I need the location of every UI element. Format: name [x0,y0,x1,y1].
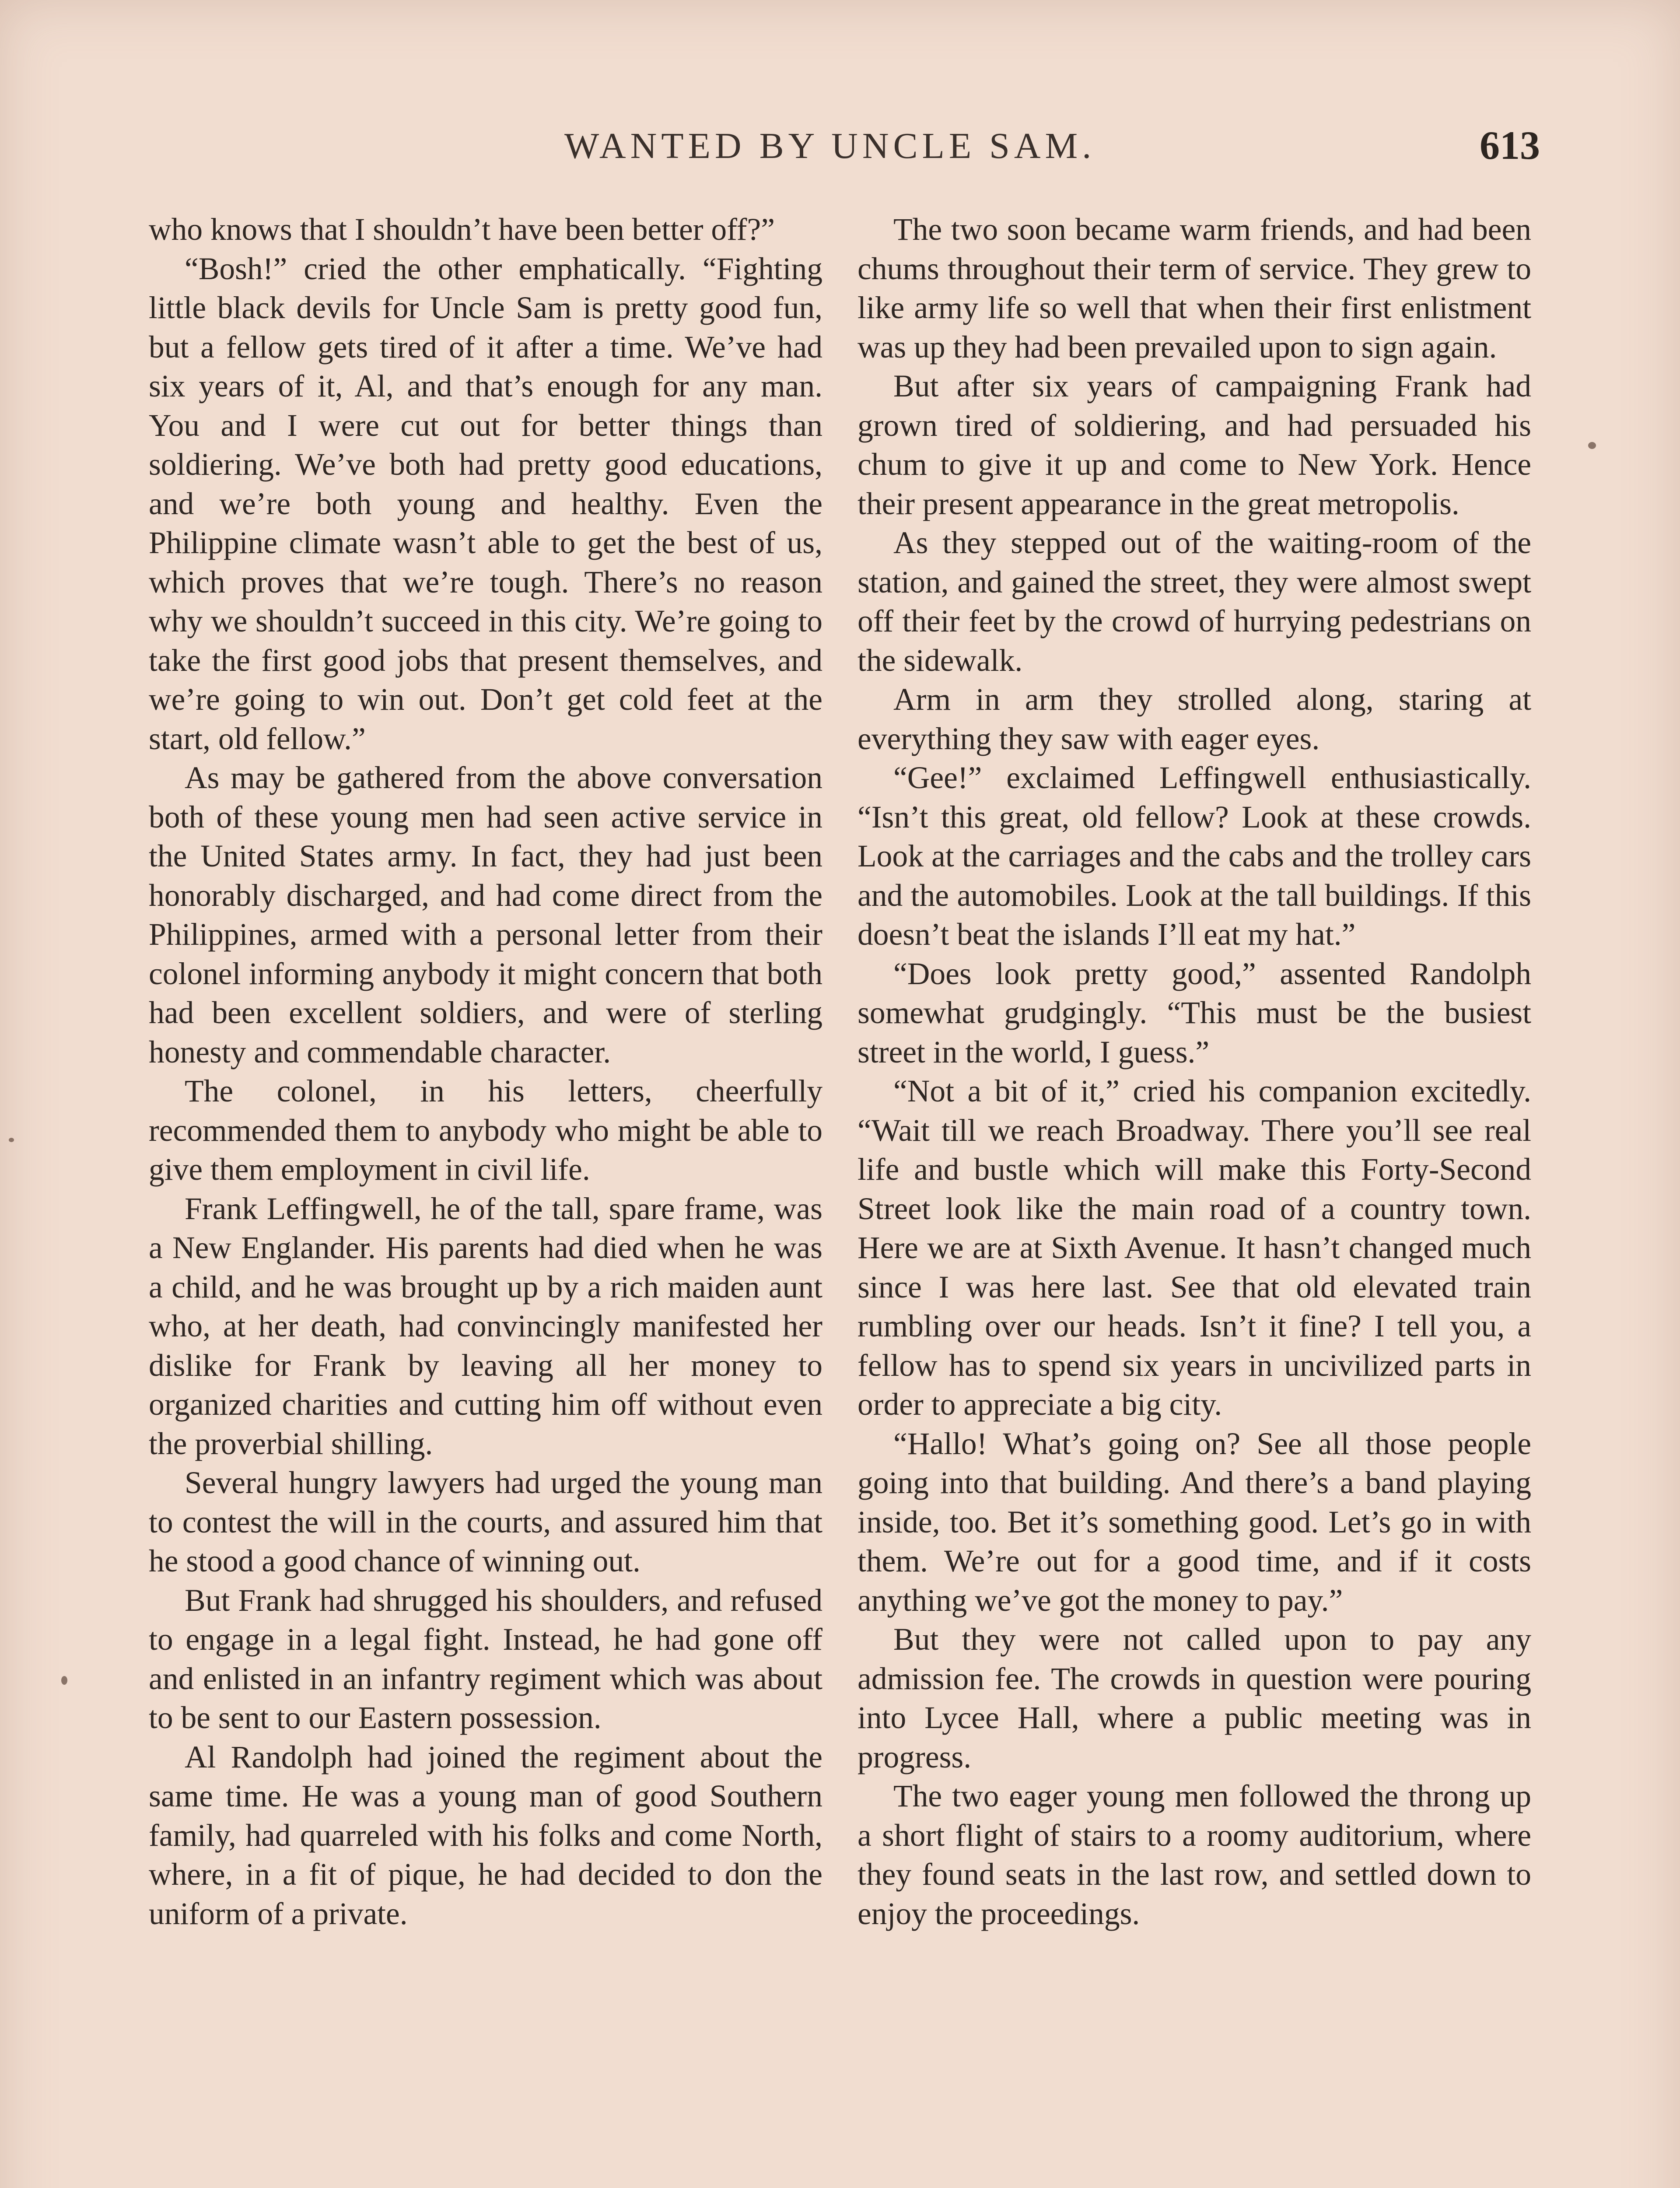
paragraph: But they were not called upon to pay any admission fee. The crowds in question were pouring into Lycee Hall, where a public meeting was in progress. [858,1622,1531,1774]
paragraph: “Gee!” exclaimed Leffingwell enthusiastically. “Isn’t this great, old fellow? Look at these crowds. Look at the carriages and the cabs and the trolley cars and the automobiles. Look at the tall buildings. If this doesn’t beat the islands I’ll eat my hat.” [858,761,1531,952]
paragraph: “Does look pretty good,” assented Randolph somewhat grudgingly. “This must be the busiest street in the world, I guess.” [858,956,1531,1069]
paragraph: “Bosh!” cried the other emphatically. “Fighting little black devils for Uncle Sam is pretty good fun, but a fellow gets tired of it after a time. We’ve had six years of it, Al, and that’s enough for any man. You and I were cut out for better things than soldiering. We’ve both had pretty good educations, and we’re both young and healthy. Even the Philippine climate wasn’t able to get the best of us, which proves that we’re tough. There’s no reason why we shouldn’t succeed in this city. We’re going to take the first good jobs that present themselves, and we’re going to win out. Don’t get cold feet at the start, old fellow.” [149,251,822,756]
paragraph: But Frank had shrugged his shoulders, and refused to engage in a legal fight. Instead, he had gone off and enlisted in an infantry regiment which was about to be sent to our Eastern possession. [149,1583,822,1735]
page-number: 613 [1480,123,1540,168]
paragraph: As they stepped out of the waiting-room of the station, and gained the street, they were almost swept off their feet by the crowd of hurrying pedestrians on the sidewalk. [858,526,1531,678]
paragraph: But after six years of campaigning Frank had grown tired of soldiering, and had persuaded his chum to give it up and come to New York. Hence their present appearance in the great metropolis. [858,369,1531,521]
paragraph: “Not a bit of it,” cried his companion excitedly. “Wait till we reach Broadway. There you’ll see real life and bustle which will make this Forty-Second Street look like the main road of a country town. Here we are at Sixth Avenue. It hasn’t changed much since I was here last. See that old elevated train rumbling over our heads. Isn’t it fine? I tell you, a fellow has to spend six years in uncivilized parts in order to appreciate a big city. [858,1074,1531,1422]
paragraph: The two soon became warm friends, and had been chums throughout their term of service. They grew to like army life so well that when their first enlistment was up they had been prevailed upon to sign again. [858,212,1531,365]
paragraph: The two eager young men followed the throng up a short flight of stairs to a roomy auditorium, where they found seats in the last row, and settled down to enjoy the proceedings. [858,1779,1531,1931]
paragraph: who knows that I shouldn’t have been better off?” [149,212,775,247]
paragraph: As may be gathered from the above conversation both of these young men had seen active service in the United States army. In fact, they had just been honorably discharged, and had come direct from the Philippines, armed with a personal letter from their colonel informing anybody it might concern that both had been excellent soldiers, and were of sterling honesty and commendable character. [149,761,822,1069]
right-column [858,210,1531,1933]
paragraph: Al Randolph had joined the regiment about the same time. He was a young man of good Southern family, had quarreled with his folks and come North, where, in a fit of pique, he had decided to don the uniform of a private. [149,1739,822,1931]
paragraph: Arm in arm they strolled along, staring at everything they saw with eager eyes. [858,682,1531,756]
page-header [149,125,1540,173]
paper-speck [9,1138,14,1142]
running-title: WANTED BY UNCLE SAM. [564,126,1096,166]
paragraph: Frank Leffingwell, he of the tall, spare frame, was a New Englander. His parents had died when he was a child, and he was brought up by a rich maiden aunt who, at her death, had convincingly manifested her dislike for Frank by leaving all her money to organized charities and cutting him off without even the proverbial shilling. [149,1191,822,1461]
paper-speck [61,1676,67,1685]
paper-speck [1588,442,1596,449]
paragraph: The colonel, in his letters, cheerfully recommended them to anybody who might be able to give them employment in civil life. [149,1074,822,1187]
left-column [149,210,822,1933]
paragraph: “Hallo! What’s going on? See all those people going into that building. And there’s a band playing inside, too. Bet it’s something good. Let’s go in with them. We’re out for a good time, and if it costs anything we’ve got the money to pay.” [858,1426,1531,1618]
paragraph: Several hungry lawyers had urged the young man to contest the will in the courts, and assured him that he stood a good chance of winning out. [149,1466,822,1578]
